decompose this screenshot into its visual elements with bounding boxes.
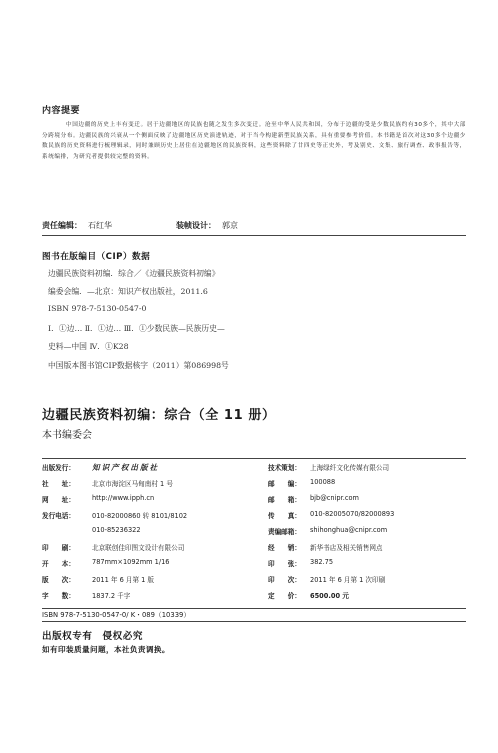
- price-value: 6500.00 元: [310, 592, 349, 600]
- pub-value: 010-85236322: [92, 526, 141, 534]
- pub-label: 技术策划：: [268, 464, 301, 472]
- pub-value: 上海绿纤文化传媒有限公司: [310, 464, 390, 472]
- cip-line: 编委会编．—北京：知识产权出版社，2011.6: [48, 287, 208, 296]
- cip-line: Ⅰ．①边… Ⅱ．①边… Ⅲ．①少数民族—民族历史—: [48, 324, 225, 333]
- publisher-logo: 知识产权出版社: [92, 463, 160, 472]
- pub-label: 开 本：: [42, 560, 75, 568]
- cover-designer: [176, 220, 238, 231]
- pub-label: 邮 编：: [268, 480, 301, 488]
- pub-value: 2011 年 6 月第 1 次印刷: [310, 576, 386, 584]
- rights-statement: 出版权专有 侵权必究: [42, 631, 143, 642]
- print-quality-notice: 如有印装质量问题，本社负责调换。: [42, 645, 170, 654]
- pub-row: [42, 494, 466, 508]
- pub-label: 出版发行：: [42, 464, 75, 472]
- design-name: 郭京: [222, 221, 238, 230]
- abstract-body: [42, 120, 466, 162]
- pub-label: 邮 箱：: [268, 496, 301, 504]
- email-link[interactable]: shihonghua@cnipr.com: [310, 526, 388, 534]
- abstract-title: 内容提要: [42, 106, 81, 116]
- pub-label: 版 次：: [42, 576, 75, 584]
- pub-value: 010-82005070/82000893: [310, 510, 395, 518]
- pub-row: [42, 526, 466, 540]
- cip-line: 中国版本图书馆CIP数据核字（2011）第086998号: [48, 361, 229, 370]
- editor-name: 石红华: [88, 221, 112, 230]
- isbn-line: ISBN 978-7-5130-0547-0/ K・089（10339）: [42, 611, 191, 619]
- pub-row: [42, 574, 466, 588]
- pub-value: 100088: [310, 478, 336, 486]
- pub-row: [42, 462, 466, 476]
- pub-row: [42, 590, 466, 604]
- pub-label: 发行电话：: [42, 512, 75, 520]
- pub-label: 印 次：: [268, 576, 301, 584]
- book-editor: 本书编委会: [42, 430, 92, 441]
- email-link[interactable]: bjb@cnipr.com: [310, 494, 359, 502]
- cip-line: 边疆民族资料初编．综合／《边疆民族资料初编》: [48, 269, 220, 278]
- pub-value: 1837.2 千字: [92, 592, 131, 600]
- divider: [42, 458, 466, 459]
- pub-value: 新华书店及相关销售网点: [310, 544, 383, 552]
- divider: [42, 235, 466, 236]
- pub-row: [42, 542, 466, 556]
- divider: [42, 621, 466, 622]
- cip-title: 图书在版编目（CIP）数据: [42, 252, 151, 262]
- abstract-paragraph: 中国边疆的历史上丰有变迁。居于边疆地区的民族也随之发生多次变迁。沧至中华人民共和国，分布于边疆的受是少数民族约有30多个，其中大部分跨境分布。边疆民族的兴衰从一个侧面反映了边疆地区历史演进轨迹，对于当今构建新型民族关系，具有重要参考价值。本书籍是首次对这30多个边疆少数民族的历史资料进行梳理辑录，同时兼顾历史上居住在边疆地区的民族资料，这些资料除了廿四史等正史外，考及别史、文集、旅行调查、政事报告等，系统编排，为研究者提供较完整的资料。: [42, 122, 466, 160]
- pub-value: 北京联创佳印图文设计有限公司: [92, 544, 185, 552]
- pub-label: 定 价：: [268, 592, 301, 600]
- pub-row: [42, 510, 466, 524]
- pub-value: 382.75: [310, 558, 334, 566]
- pub-label: 经 销：: [268, 544, 301, 552]
- design-label: 装帧设计：: [176, 221, 216, 230]
- pub-label: 印 张：: [268, 560, 301, 568]
- responsible-editor: [42, 220, 112, 231]
- pub-label: 责编邮箱：: [268, 528, 301, 536]
- pub-value: 010-82000860 转 8101/8102: [92, 512, 188, 520]
- pub-row: [42, 478, 466, 492]
- cip-line: ISBN 978-7-5130-0547-0: [48, 304, 147, 313]
- pub-label: 网 址：: [42, 496, 75, 504]
- pub-value: 北京市海淀区马甸南村 1 号: [92, 480, 173, 488]
- pub-value: 2011 年 6 月第 1 版: [92, 576, 155, 584]
- editor-label: 责任编辑：: [42, 221, 82, 230]
- cip-line: 史料—中国 Ⅳ．①K28: [48, 342, 129, 351]
- pub-label: 印 刷：: [42, 544, 75, 552]
- pub-row: [42, 558, 466, 572]
- website-link[interactable]: http://www.ipph.cn: [92, 494, 155, 502]
- pub-value: 787mm×1092mm 1/16: [92, 558, 170, 566]
- book-title: 边疆民族资料初编：综合（全 11 册）: [42, 408, 276, 423]
- pub-label: 社 址：: [42, 480, 75, 488]
- pub-label: 传 真：: [268, 512, 301, 520]
- pub-label: 字 数：: [42, 592, 75, 600]
